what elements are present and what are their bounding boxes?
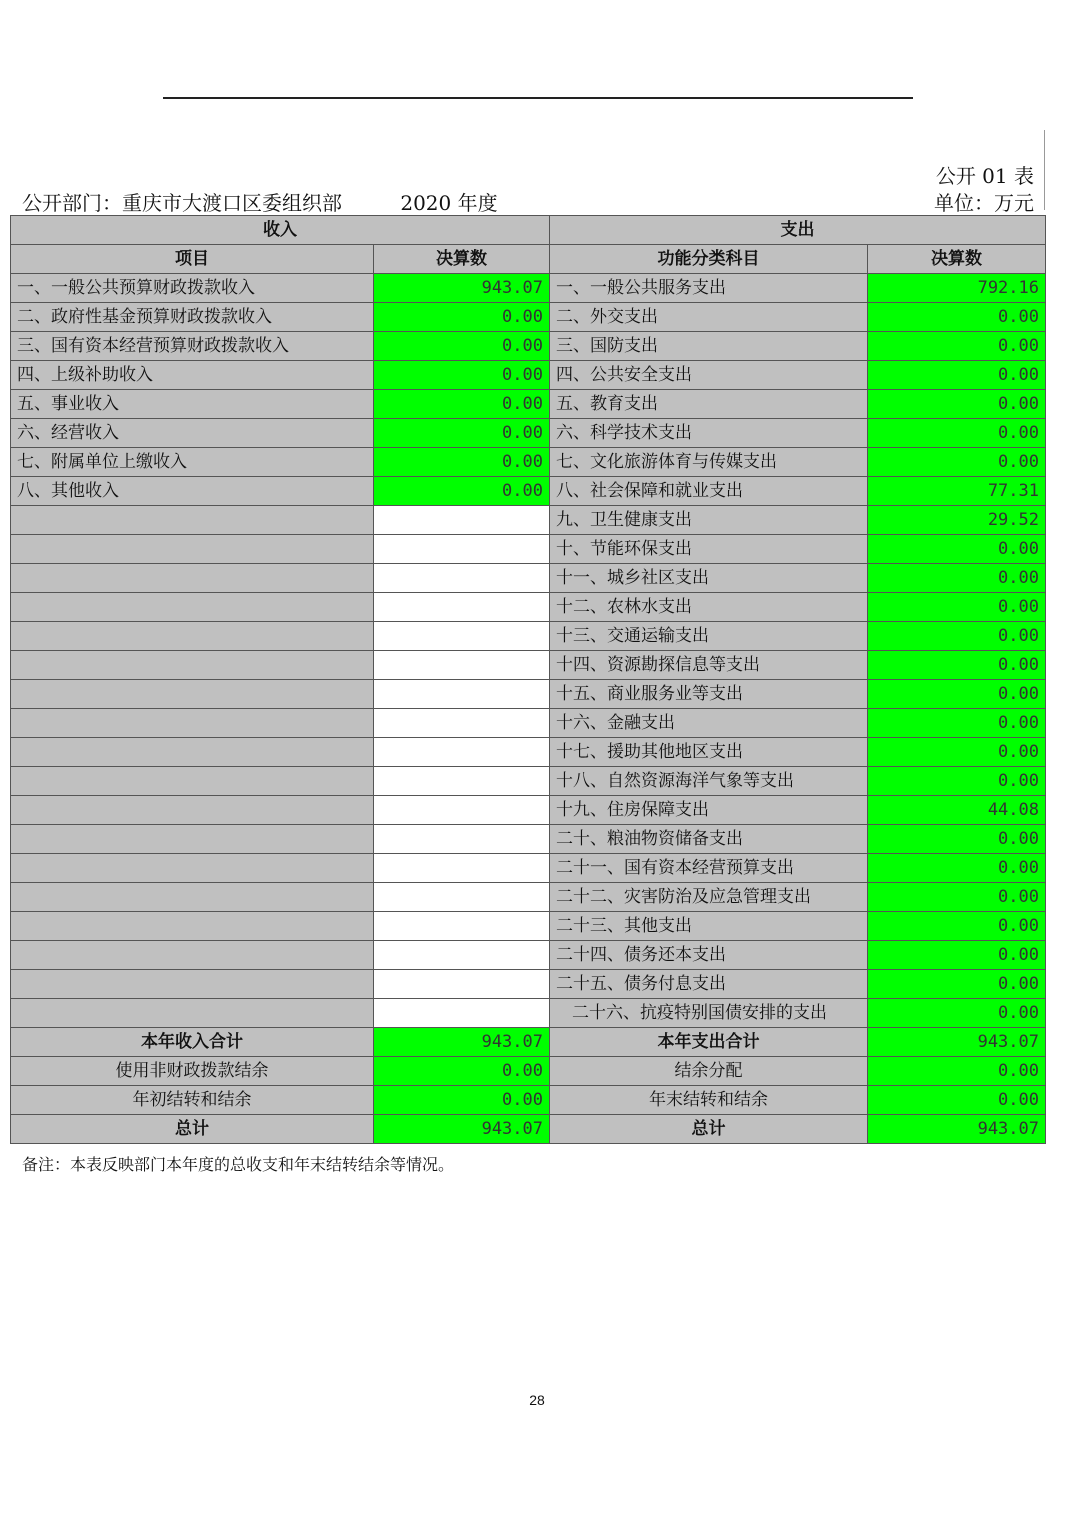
expense-value: 0.00 [868,593,1046,622]
income-item [11,506,374,535]
table-row [11,767,1046,796]
table-row [11,999,1046,1028]
income-item [11,622,374,651]
income-item: 七、附属单位上缴收入 [11,448,374,477]
income-value: 0.00 [374,303,550,332]
margin-rule [1044,130,1045,210]
summary-expense-label: 年末结转和结余 [550,1086,868,1115]
expense-item: 六、科学技术支出 [550,419,868,448]
table-row [11,593,1046,622]
summary-expense-value: 943.07 [868,1028,1046,1057]
income-value [374,883,550,912]
summary-income-label: 使用非财政拨款结余 [11,1057,374,1086]
income-value: 0.00 [374,448,550,477]
expense-value: 0.00 [868,332,1046,361]
table-row [11,941,1046,970]
summary-income-label: 总计 [11,1115,374,1144]
table-row [11,361,1046,390]
expense-value: 0.00 [868,825,1046,854]
summary-expense-value: 943.07 [868,1115,1046,1144]
income-item: 六、经营收入 [11,419,374,448]
table-row [11,651,1046,680]
income-item: 八、其他收入 [11,477,374,506]
income-value [374,535,550,564]
col-amount-header: 决算数 [374,245,550,274]
expense-value: 0.00 [868,651,1046,680]
income-value [374,796,550,825]
income-item [11,970,374,999]
income-value [374,506,550,535]
col-function-header: 功能分类科目 [550,245,868,274]
income-value: 0.00 [374,390,550,419]
expense-item: 二、外交支出 [550,303,868,332]
col-item-header: 项目 [11,245,374,274]
expense-item: 十五、商业服务业等支出 [550,680,868,709]
summary-row [11,1057,1046,1086]
expense-value: 0.00 [868,941,1046,970]
footnote: 备注：本表反映部门本年度的总收支和年末结转结余等情况。 [22,1155,455,1174]
expense-item: 十四、资源勘探信息等支出 [550,651,868,680]
expense-value: 0.00 [868,622,1046,651]
summary-income-value: 943.07 [374,1028,550,1057]
column-header-row [11,245,1046,274]
income-value [374,651,550,680]
income-item [11,535,374,564]
expense-item: 十九、住房保障支出 [550,796,868,825]
expense-item: 九、卫生健康支出 [550,506,868,535]
expense-item: 二十一、国有资本经营预算支出 [550,854,868,883]
income-item [11,854,374,883]
header-rule [163,97,913,99]
table-row [11,506,1046,535]
summary-expense-label: 本年支出合计 [550,1028,868,1057]
expense-item: 二十四、债务还本支出 [550,941,868,970]
table-row [11,738,1046,767]
table-row [11,622,1046,651]
summary-expense-value: 0.00 [868,1057,1046,1086]
summary-income-value: 0.00 [374,1086,550,1115]
income-item [11,912,374,941]
income-value: 943.07 [374,274,550,303]
income-item [11,564,374,593]
summary-income-label: 年初结转和结余 [11,1086,374,1115]
income-item [11,593,374,622]
income-value [374,622,550,651]
expense-value: 77.31 [868,477,1046,506]
expense-value: 792.16 [868,274,1046,303]
summary-expense-label: 总计 [550,1115,868,1144]
income-item [11,941,374,970]
expense-value: 0.00 [868,448,1046,477]
expense-value: 0.00 [868,767,1046,796]
income-item [11,825,374,854]
expense-value: 0.00 [868,680,1046,709]
income-item [11,738,374,767]
expense-item: 十八、自然资源海洋气象等支出 [550,767,868,796]
expense-value: 0.00 [868,419,1046,448]
table-row [11,303,1046,332]
income-item: 三、国有资本经营预算财政拨款收入 [11,332,374,361]
table-row [11,448,1046,477]
expense-value: 0.00 [868,361,1046,390]
department-label: 公开部门：重庆市大渡口区委组织部 [22,191,342,215]
expense-section-title: 支出 [550,216,1046,245]
income-value [374,738,550,767]
table-row [11,854,1046,883]
expense-value: 44.08 [868,796,1046,825]
income-value: 0.00 [374,477,550,506]
table-row [11,274,1046,303]
budget-table [10,215,1046,1144]
income-item: 五、事业收入 [11,390,374,419]
expense-item: 一、一般公共服务支出 [550,274,868,303]
summary-income-value: 943.07 [374,1115,550,1144]
expense-value: 0.00 [868,854,1046,883]
income-item: 一、一般公共预算财政拨款收入 [11,274,374,303]
expense-item: 二十三、其他支出 [550,912,868,941]
income-item [11,796,374,825]
expense-value: 0.00 [868,970,1046,999]
income-value: 0.00 [374,419,550,448]
table-row [11,796,1046,825]
income-value [374,970,550,999]
page-number: 28 [529,1392,545,1408]
income-item [11,883,374,912]
income-item [11,680,374,709]
expense-item: 八、社会保障和就业支出 [550,477,868,506]
report-meta [22,187,498,216]
unit-label: 单位：万元 [934,191,1034,215]
table-row [11,680,1046,709]
income-value: 0.00 [374,361,550,390]
table-row [11,709,1046,738]
expense-item: 二十二、灾害防治及应急管理支出 [550,883,868,912]
income-value [374,912,550,941]
table-row [11,390,1046,419]
form-number: 公开 01 表 [935,164,1034,188]
expense-item: 二十六、抗疫特别国债安排的支出 [550,999,868,1028]
table-row [11,970,1046,999]
table-row [11,564,1046,593]
report-year: 2020 年度 [400,191,498,215]
summary-row [11,1115,1046,1144]
income-value [374,709,550,738]
expense-item: 三、国防支出 [550,332,868,361]
expense-item: 四、公共安全支出 [550,361,868,390]
expense-item: 十、节能环保支出 [550,535,868,564]
expense-value: 0.00 [868,535,1046,564]
table-row [11,419,1046,448]
income-value [374,941,550,970]
expense-item: 二十、粮油物资储备支出 [550,825,868,854]
expense-item: 十三、交通运输支出 [550,622,868,651]
summary-row [11,1028,1046,1057]
table-row [11,332,1046,361]
table-row [11,477,1046,506]
income-item: 二、政府性基金预算财政拨款收入 [11,303,374,332]
expense-item: 七、文化旅游体育与传媒支出 [550,448,868,477]
expense-item: 十一、城乡社区支出 [550,564,868,593]
expense-item: 十七、援助其他地区支出 [550,738,868,767]
summary-expense-value: 0.00 [868,1086,1046,1115]
expense-value: 0.00 [868,390,1046,419]
expense-item: 五、教育支出 [550,390,868,419]
expense-value: 0.00 [868,912,1046,941]
expense-value: 0.00 [868,303,1046,332]
table-row [11,825,1046,854]
expense-value: 0.00 [868,709,1046,738]
income-item [11,999,374,1028]
income-item: 四、上级补助收入 [11,361,374,390]
table-row [11,883,1046,912]
income-value [374,854,550,883]
expense-value: 0.00 [868,999,1046,1028]
income-item [11,767,374,796]
expense-item: 二十五、债务付息支出 [550,970,868,999]
expense-value: 0.00 [868,564,1046,593]
table-row [11,535,1046,564]
income-item [11,709,374,738]
income-value [374,593,550,622]
summary-row [11,1086,1046,1115]
table-row [11,912,1046,941]
expense-item: 十二、农林水支出 [550,593,868,622]
income-value [374,825,550,854]
income-item [11,651,374,680]
col-amount2-header: 决算数 [868,245,1046,274]
income-value [374,767,550,796]
expense-value: 29.52 [868,506,1046,535]
income-value: 0.00 [374,332,550,361]
expense-value: 0.00 [868,738,1046,767]
section-header-row [11,216,1046,245]
income-value [374,564,550,593]
summary-income-value: 0.00 [374,1057,550,1086]
expense-item: 十六、金融支出 [550,709,868,738]
income-section-title: 收入 [11,216,550,245]
summary-expense-label: 结余分配 [550,1057,868,1086]
income-value [374,680,550,709]
summary-income-label: 本年收入合计 [11,1028,374,1057]
income-value [374,999,550,1028]
expense-value: 0.00 [868,883,1046,912]
